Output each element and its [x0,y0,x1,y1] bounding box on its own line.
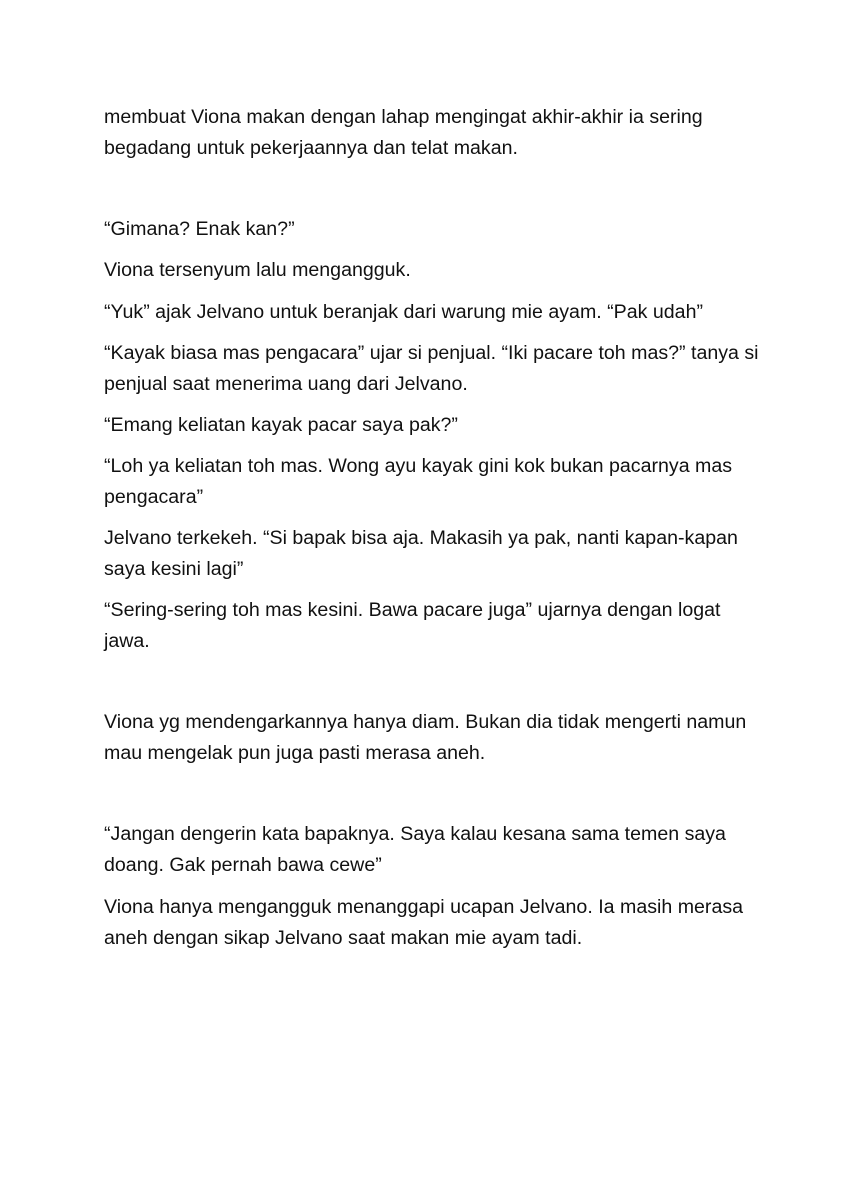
paragraph-9: “Sering-sering toh mas kesini. Bawa pacare juga” ujarnya dengan logat jawa. [104,599,721,652]
paragraph-2: “Gimana? Enak kan?” [104,218,295,240]
paragraph-1: membuat Viona makan dengan lahap mengingat akhir-akhir ia sering begadang untuk pekerjaannya dan telat makan. [104,106,703,159]
paragraph-5: “Kayak biasa mas pengacara” ujar si penjual. “Iki pacare toh mas?” tanya si penjual saat menerima uang dari Jelvano. [104,342,759,395]
paragraph-8: Jelvano terkekeh. “Si bapak bisa aja. Makasih ya pak, nanti kapan-kapan saya kesini lagi” [104,527,738,580]
paragraph-3: Viona tersenyum lalu mengangguk. [104,259,411,281]
paragraph-7: “Loh ya keliatan toh mas. Wong ayu kayak gini kok bukan pacarnya mas pengacara” [104,455,733,508]
paragraph-6: “Emang keliatan kayak pacar saya pak?” [104,414,458,436]
paragraph-11: “Jangan dengerin kata bapaknya. Saya kalau kesana sama temen saya doang. Gak pernah bawa cewe” [104,823,726,876]
paragraph-4: “Yuk” ajak Jelvano untuk beranjak dari warung mie ayam. “Pak udah” [104,301,704,323]
paragraph-10: Viona yg mendengarkannya hanya diam. Bukan dia tidak mengerti namun mau mengelak pun juga pasti merasa aneh. [104,711,747,764]
paragraph-12: Viona hanya mengangguk menanggapi ucapan Jelvano. Ia masih merasa aneh dengan sikap Jelvano saat makan mie ayam tadi. [104,896,744,949]
